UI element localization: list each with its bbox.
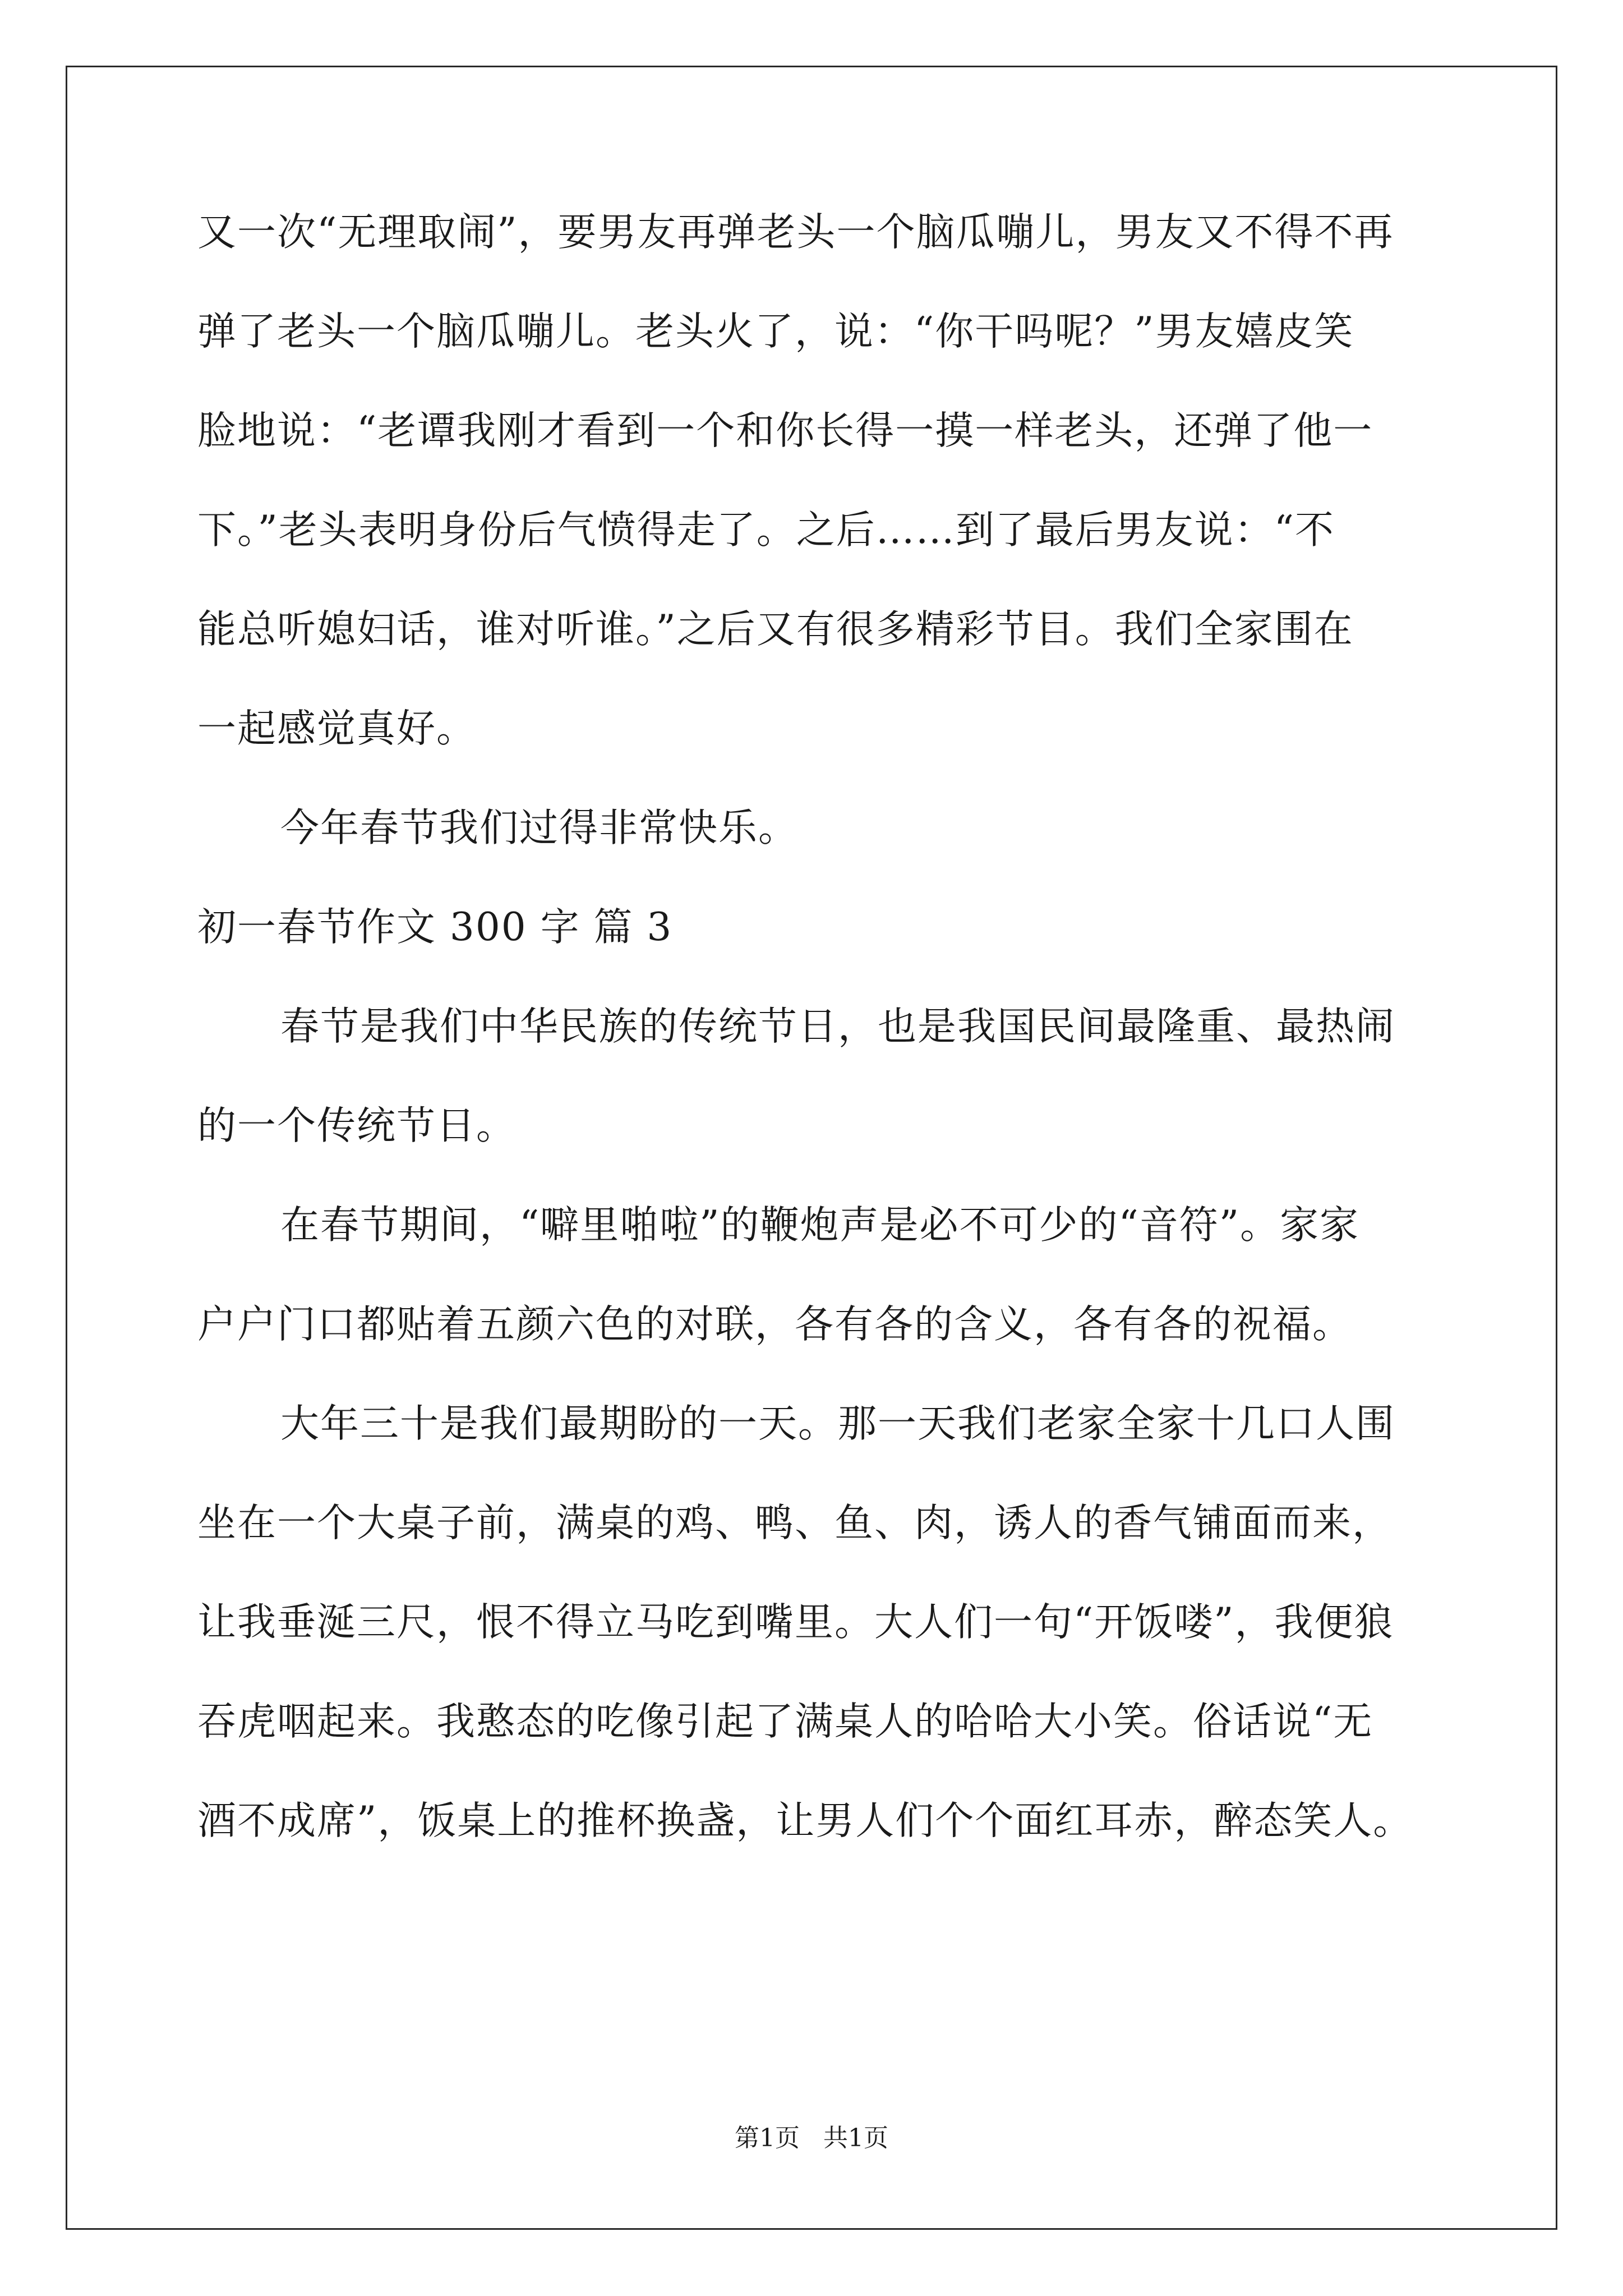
paragraph-first-line: 大年三十是我们最期盼的一天。那一天我们老家全家十几口人围 <box>280 1401 1395 1446</box>
section-heading: 初一春节作文 300 字 篇 3 <box>197 905 673 950</box>
text-line: 让我垂涎三尺，恨不得立马吃到嘴里。大人们一句“开饭喽”，我便狼 <box>197 1600 1394 1645</box>
text-line: 能总听媳妇话，谁对听谁。”之后又有很多精彩节目。我们全家围在 <box>197 607 1354 652</box>
text-line: 一起感觉真好。 <box>197 706 476 751</box>
page-footer: 第1页 共1页 <box>735 2124 888 2152</box>
paragraph-first-line: 春节是我们中华民族的传统节日，也是我国民间最隆重、最热闹 <box>280 1004 1395 1049</box>
text-line: 又一次“无理取闹”，要男友再弹老头一个脑瓜嘣儿，男友又不得不再 <box>197 210 1394 255</box>
text-line: 下。”老头表明身份后气愤得走了。之后……到了最后男友说：“不 <box>197 508 1335 553</box>
text-line: 的一个传统节日。 <box>197 1103 516 1148</box>
text-line: 酒不成席”，饭桌上的推杯换盏，让男人们个个面红耳赤，醉态笑人。 <box>197 1798 1413 1843</box>
text-line: 弹了老头一个脑瓜嘣儿。老头火了，说：“你干吗呢？”男友嬉皮笑 <box>197 309 1354 354</box>
paragraph-first-line: 今年春节我们过得非常快乐。 <box>280 806 798 850</box>
text-line: 户户门口都贴着五颜六色的对联，各有各的含义，各有各的祝福。 <box>197 1302 1352 1347</box>
text-line: 脸地说：“老谭我刚才看到一个和你长得一摸一样老头，还弹了他一 <box>197 408 1373 453</box>
paragraph-first-line: 在春节期间，“噼里啪啦”的鞭炮声是必不可少的“音符”。家家 <box>280 1203 1360 1248</box>
text-line: 吞虎咽起来。我憨态的吃像引起了满桌人的哈哈大小笑。俗话说“无 <box>197 1699 1373 1744</box>
text-line: 坐在一个大桌子前，满桌的鸡、鸭、鱼、肉，诱人的香气铺面而来， <box>197 1501 1392 1545</box>
